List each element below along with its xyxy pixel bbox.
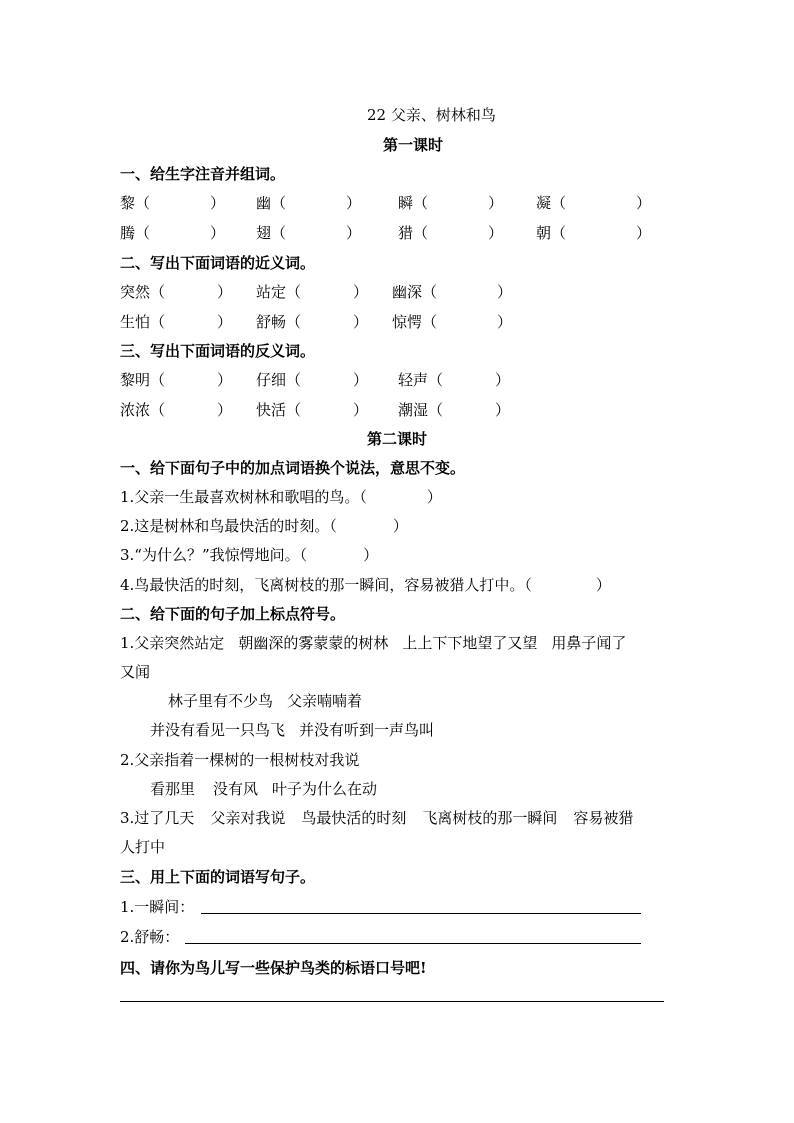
antonym-item: 浓浓（ ） xyxy=(120,401,233,419)
section-heading: 四、请你为鸟儿写一些保护鸟类的标语口号吧! xyxy=(120,959,427,977)
synonym-item: 惊愕（ ） xyxy=(392,313,513,331)
section-heading: 一、给下面句子中的加点词语换个说法，意思不变。 xyxy=(120,459,466,477)
section-heading: 一、给生字注音并组词。 xyxy=(120,165,286,183)
section-heading: 二、给下面的句子加上标点符号。 xyxy=(120,605,346,623)
pinyin-item: 幽（ ） xyxy=(256,194,362,212)
sentence-prompt: 1.一瞬间： xyxy=(120,898,195,916)
antonym-item: 潮湿（ ） xyxy=(398,401,511,419)
synonym-item: 幽深（ ） xyxy=(392,283,513,301)
punctuation-line: 2.父亲指着一棵树的一根树枝对我说 xyxy=(120,751,360,769)
lesson-one-heading: 第一课时 xyxy=(383,136,444,154)
antonym-item: 快活（ ） xyxy=(256,401,369,419)
pinyin-item: 瞬（ ） xyxy=(398,194,504,212)
synonym-item: 突然（ ） xyxy=(120,283,233,301)
answer-line[interactable] xyxy=(185,943,641,944)
punctuation-line: 林子里有不少鸟 父亲喃喃着 xyxy=(168,692,363,710)
answer-line[interactable] xyxy=(201,913,641,914)
punctuation-line: 人打中 xyxy=(120,838,166,856)
antonym-item: 轻声（ ） xyxy=(398,371,511,389)
punctuation-line: 3.过了几天 父亲对我说 鸟最快活的时刻 飞离树枝的那一瞬间 容易被猎 xyxy=(120,809,634,827)
section-heading: 三、用上下面的词语写句子。 xyxy=(120,868,316,886)
antonym-item: 黎明（ ） xyxy=(120,371,233,389)
section-heading: 二、写出下面词语的近义词。 xyxy=(120,254,316,272)
punctuation-line: 1.父亲突然站定 朝幽深的雾蒙蒙的树林 上上下下地望了又望 用鼻子闻了 xyxy=(120,634,627,652)
pinyin-item: 猎（ ） xyxy=(398,224,504,242)
page-title: 22 父亲、树林和鸟 xyxy=(367,106,496,124)
punctuation-line: 又闻 xyxy=(120,663,151,681)
synonym-item: 生怕（ ） xyxy=(120,313,233,331)
antonym-item: 仔细（ ） xyxy=(256,371,369,389)
synonym-item: 舒畅（ ） xyxy=(256,313,369,331)
sentence-item: 1.父亲一生最喜欢树林和歌唱的鸟。（ ） xyxy=(120,488,442,506)
punctuation-line: 看那里 没有风 叶子为什么在动 xyxy=(150,780,378,798)
pinyin-item: 腾（ ） xyxy=(120,224,226,242)
pinyin-item: 凝（ ） xyxy=(536,194,652,212)
punctuation-line: 并没有看见一只鸟飞 并没有听到一声鸟叫 xyxy=(150,721,435,739)
sentence-prompt: 2.舒畅： xyxy=(120,928,180,946)
sentence-item: 3.“为什么？”我惊愕地问。（ ） xyxy=(120,546,379,564)
section-heading: 三、写出下面词语的反义词。 xyxy=(120,342,316,360)
lesson-two-heading: 第二课时 xyxy=(367,430,428,448)
sentence-item: 4.鸟最快活的时刻，飞离树枝的那一瞬间，容易被猎人打中。（ ） xyxy=(120,576,611,594)
answer-line[interactable] xyxy=(120,1001,664,1002)
synonym-item: 站定（ ） xyxy=(256,283,369,301)
pinyin-item: 黎（ ） xyxy=(120,194,226,212)
sentence-item: 2.这是树林和鸟最快活的时刻。（ ） xyxy=(120,517,408,535)
pinyin-item: 翅（ ） xyxy=(256,224,362,242)
pinyin-item: 朝（ ） xyxy=(536,224,652,242)
